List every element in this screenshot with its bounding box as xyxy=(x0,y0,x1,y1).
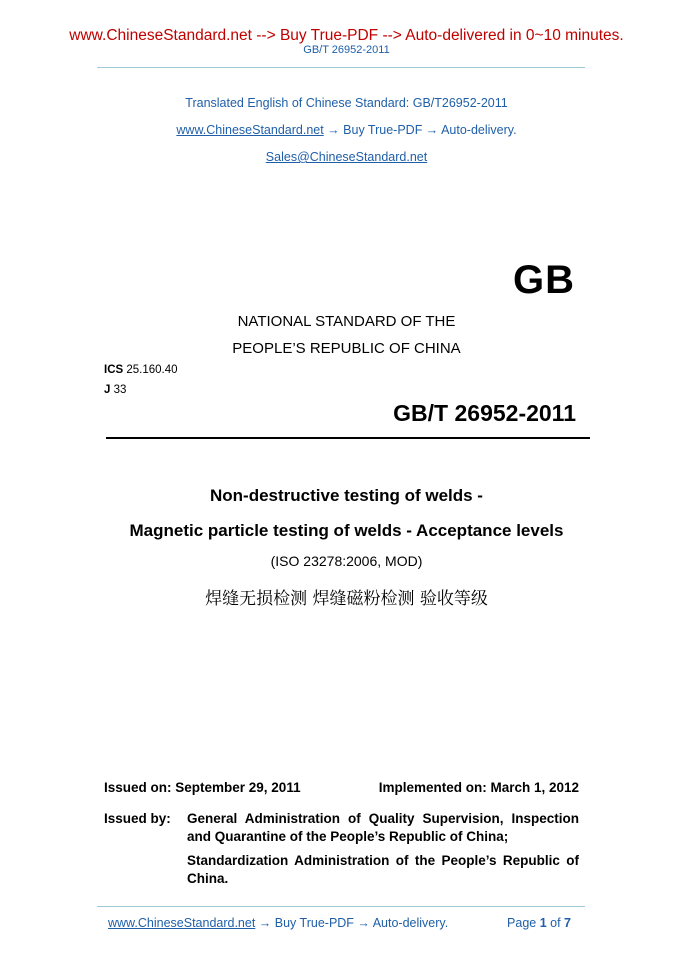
email-line xyxy=(0,150,693,164)
issuing-org-2: Standardization Administration of the People’s Republic of China. xyxy=(187,853,579,886)
issued-date: Issued on: September 29, 2011 xyxy=(104,780,301,795)
issuing-org-1: General Administration of Quality Supervision, Inspection and Quarantine of the People’s Republic of China; xyxy=(187,811,579,844)
ics-value: 25.160.40 xyxy=(123,364,178,376)
ics-code xyxy=(104,364,178,376)
site-link[interactable]: www.ChineseStandard.net xyxy=(176,123,324,137)
ics-label: ICS xyxy=(104,364,124,376)
page-label: Page xyxy=(507,916,540,930)
header-divider xyxy=(97,67,585,68)
gb-logo: GB xyxy=(513,258,575,302)
intro-link-line xyxy=(0,123,693,137)
chinese-title: 焊缝无损检测 焊缝磁粉检测 验收等级 xyxy=(205,589,488,609)
title-divider xyxy=(106,437,590,439)
promo-banner[interactable]: www.ChineseStandard.net --> Buy True-PDF --> Auto-delivered in 0~10 minutes. xyxy=(69,27,624,44)
site-link-suffix: → Buy True-PDF → Auto-delivery. xyxy=(323,123,517,137)
page-total: 7 xyxy=(564,916,571,930)
iso-reference: (ISO 23278:2006, MOD) xyxy=(270,553,423,569)
page-indicator xyxy=(507,916,571,930)
sales-email-link[interactable]: Sales@ChineseStandard.net xyxy=(265,150,428,164)
standard-number: GB/T 26952-2011 xyxy=(393,400,576,426)
page-of: of xyxy=(546,916,565,930)
header-standard-code: GB/T 26952-2011 xyxy=(303,44,390,56)
page-current: 1 xyxy=(539,916,547,930)
footer-divider xyxy=(97,906,585,907)
title-line2: Magnetic particle testing of welds - Acceptance levels xyxy=(129,521,564,540)
footer-site-link[interactable]: www.ChineseStandard.net xyxy=(108,916,256,930)
dates-row xyxy=(104,780,579,795)
translated-note: Translated English of Chinese Standard: GB/T26952-2011 xyxy=(185,96,508,110)
issued-by-block xyxy=(104,810,579,894)
j-label: J xyxy=(104,384,111,396)
national-standard-line2: PEOPLE’S REPUBLIC OF CHINA xyxy=(232,340,461,357)
footer-link-suffix: → Buy True-PDF → Auto-delivery. xyxy=(255,916,449,930)
issued-by-label: Issued by: xyxy=(104,811,171,826)
j-code xyxy=(104,384,126,396)
title-line1: Non-destructive testing of welds - xyxy=(210,486,483,505)
national-standard-line1: NATIONAL STANDARD OF THE xyxy=(237,313,456,330)
j-value: 33 xyxy=(110,384,127,396)
implemented-date: Implemented on: March 1, 2012 xyxy=(378,780,579,795)
footer xyxy=(108,916,571,930)
